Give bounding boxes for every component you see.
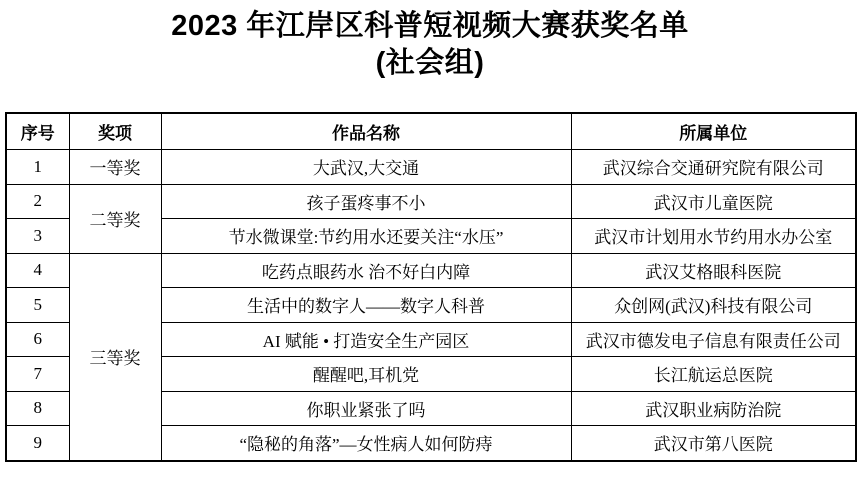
work-cell: “隐秘的角落”—女性病人如何防痔 — [161, 426, 571, 461]
seq-cell: 6 — [6, 322, 69, 357]
work-cell: 生活中的数字人——数字人科普 — [161, 288, 571, 323]
column-header: 所属单位 — [571, 113, 856, 150]
work-cell: 醒醒吧,耳机党 — [161, 357, 571, 392]
work-cell: 你职业紧张了吗 — [161, 391, 571, 426]
work-cell: 孩子蛋疼事不小 — [161, 184, 571, 219]
work-cell: 吃药点眼药水 治不好白内障 — [161, 253, 571, 288]
header-row — [6, 113, 856, 150]
table-row — [6, 184, 856, 219]
award-cell: 三等奖 — [69, 253, 161, 461]
work-cell: 大武汉,大交通 — [161, 150, 571, 185]
column-header: 作品名称 — [161, 113, 571, 150]
unit-cell: 武汉综合交通研究院有限公司 — [571, 150, 856, 185]
page-title-line1: 2023 年江岸区科普短视频大赛获奖名单 — [171, 10, 689, 42]
column-header: 序号 — [6, 113, 69, 150]
unit-cell: 众创网(武汉)科技有限公司 — [571, 288, 856, 323]
seq-cell: 8 — [6, 391, 69, 426]
seq-cell: 4 — [6, 253, 69, 288]
seq-cell: 7 — [6, 357, 69, 392]
unit-cell: 长江航运总医院 — [571, 357, 856, 392]
award-cell: 一等奖 — [69, 150, 161, 185]
unit-cell: 武汉艾格眼科医院 — [571, 253, 856, 288]
unit-cell: 武汉市德发电子信息有限责任公司 — [571, 322, 856, 357]
table-body — [6, 150, 856, 461]
unit-cell: 武汉市儿童医院 — [571, 184, 856, 219]
unit-cell: 武汉职业病防治院 — [571, 391, 856, 426]
unit-cell: 武汉市第八医院 — [571, 426, 856, 461]
award-cell: 二等奖 — [69, 184, 161, 253]
unit-cell: 武汉市计划用水节约用水办公室 — [571, 219, 856, 254]
page-title — [0, 0, 860, 82]
seq-cell: 1 — [6, 150, 69, 185]
seq-cell: 3 — [6, 219, 69, 254]
seq-cell: 5 — [6, 288, 69, 323]
table-row — [6, 253, 856, 288]
page-title-line2: (社会组) — [375, 47, 485, 79]
work-cell: AI 赋能 • 打造安全生产园区 — [161, 322, 571, 357]
column-header: 奖项 — [69, 113, 161, 150]
seq-cell: 2 — [6, 184, 69, 219]
table-row — [6, 150, 856, 185]
seq-cell: 9 — [6, 426, 69, 461]
work-cell: 节水微课堂:节约用水还要关注“水压” — [161, 219, 571, 254]
awards-table — [5, 112, 857, 462]
